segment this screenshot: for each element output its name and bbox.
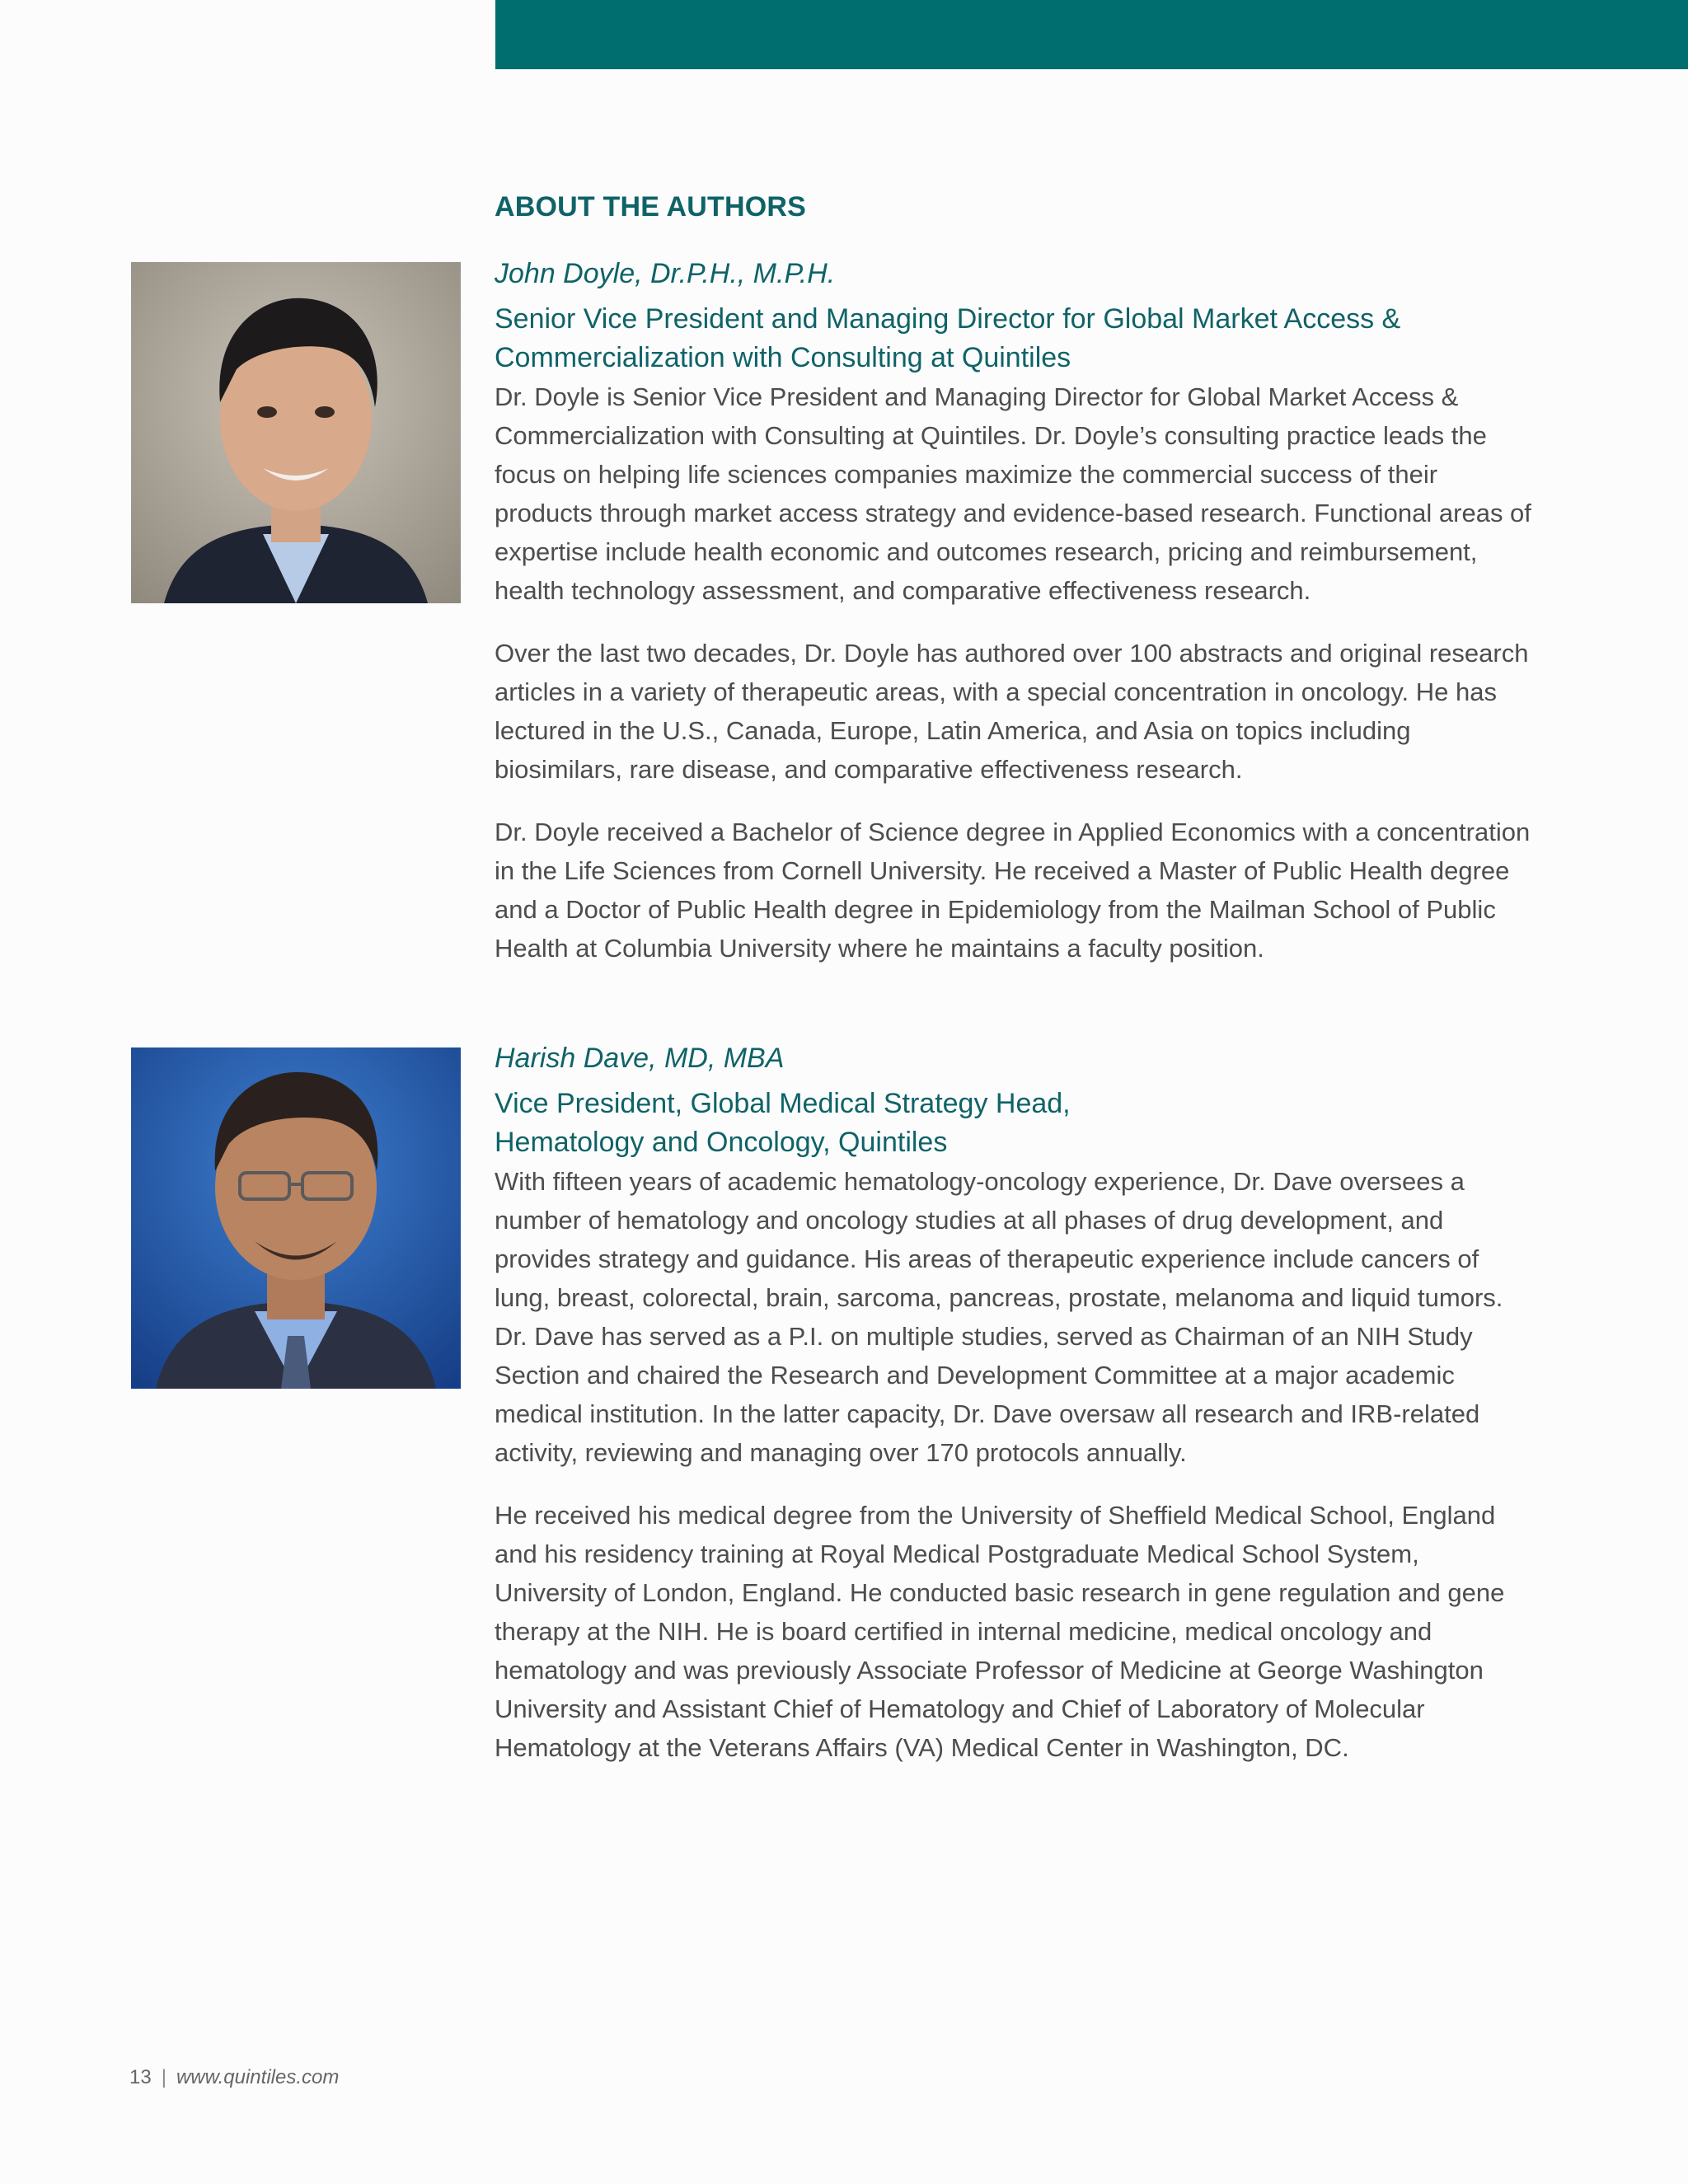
author-john-doyle [495, 254, 1533, 968]
author-title: Senior Vice President and Managing Director for Global Market Access & Commercialization with Consulting at Quintiles [495, 303, 1401, 373]
author-photo-harish-dave [131, 1047, 461, 1389]
footer-url-link[interactable]: www.quintiles.com [176, 2066, 340, 2088]
author-bio-paragraph: Over the last two decades, Dr. Doyle has authored over 100 abstracts and original research articles in a variety of therapeutic areas, with a special concentration in oncology. He has lectured in the U.S., Canada, Europe, Latin America, and Asia on topics including biosimilars, rare disease, and comparative effectiveness research. [495, 639, 1529, 784]
author-harish-dave [495, 1038, 1533, 1767]
page-number: 13 [129, 2066, 152, 2088]
author-bio-paragraph: Dr. Doyle is Senior Vice President and Managing Director for Global Market Access & Commercialization with Consulting at Quintiles. Dr. Doyle’s consulting practice leads the focus on helping life sciences companies maximize the commercial success of their products through market access strategy and evidence-based research. Functional areas of expertise include health economic and outcomes research, pricing and reimbursement, health technology assessment, and comparative effectiveness research. [495, 382, 1531, 605]
author-photo-john-doyle [131, 262, 461, 603]
portrait-photo [131, 262, 461, 603]
author-bio-paragraph: Dr. Doyle received a Bachelor of Science degree in Applied Economics with a concentration in the Life Sciences from Cornell University. He received a Master of Public Health degree and a Doctor of Public Health degree in Epidemiology from the Mailman School of Public Health at Columbia University where he maintains a faculty position. [495, 818, 1531, 963]
author-name: John Doyle, Dr.P.H., M.P.H. [495, 258, 836, 289]
author-bio-paragraph: With fifteen years of academic hematology-oncology experience, Dr. Dave oversees a number of hematology and oncology studies at all phases of drug development, and provides strategy and guidance. His areas of therapeutic experience include cancers of lung, breast, colorectal, brain, sarcoma, pancreas, prostate, melanoma and liquid tumors. Dr. Dave has served as a P.I. on multiple studies, served as Chairman of an NIH Study Section and chaired the Research and Development Committee at a major academic medical institution. In the latter capacity, Dr. Dave oversaw all research and IRB-related activity, reviewing and managing over 170 protocols annually. [495, 1167, 1503, 1467]
section-heading: ABOUT THE AUTHORS [495, 191, 807, 223]
author-bio-paragraph: He received his medical degree from the University of Sheffield Medical School, England and his residency training at Royal Medical Postgraduate Medical School System, University of London, England. He conducted basic research in gene regulation and gene therapy at the NIH. He is board certified in internal medicine, medical oncology and hematology and was previously Associate Professor of Medicine at George Washington University and Assistant Chief of Hematology and Chief of Laboratory of Molecular Hematology at the Veterans Affairs (VA) Medical Center in Washington, DC. [495, 1501, 1505, 1762]
portrait-photo [131, 1047, 461, 1389]
author-title: Vice President, Global Medical Strategy Head, Hematology and Oncology, Quintiles [495, 1088, 1071, 1158]
page-footer [129, 2063, 339, 2093]
author-name: Harish Dave, MD, MBA [495, 1043, 785, 1074]
header-accent-bar [495, 0, 1688, 69]
footer-separator: | [161, 2066, 166, 2088]
